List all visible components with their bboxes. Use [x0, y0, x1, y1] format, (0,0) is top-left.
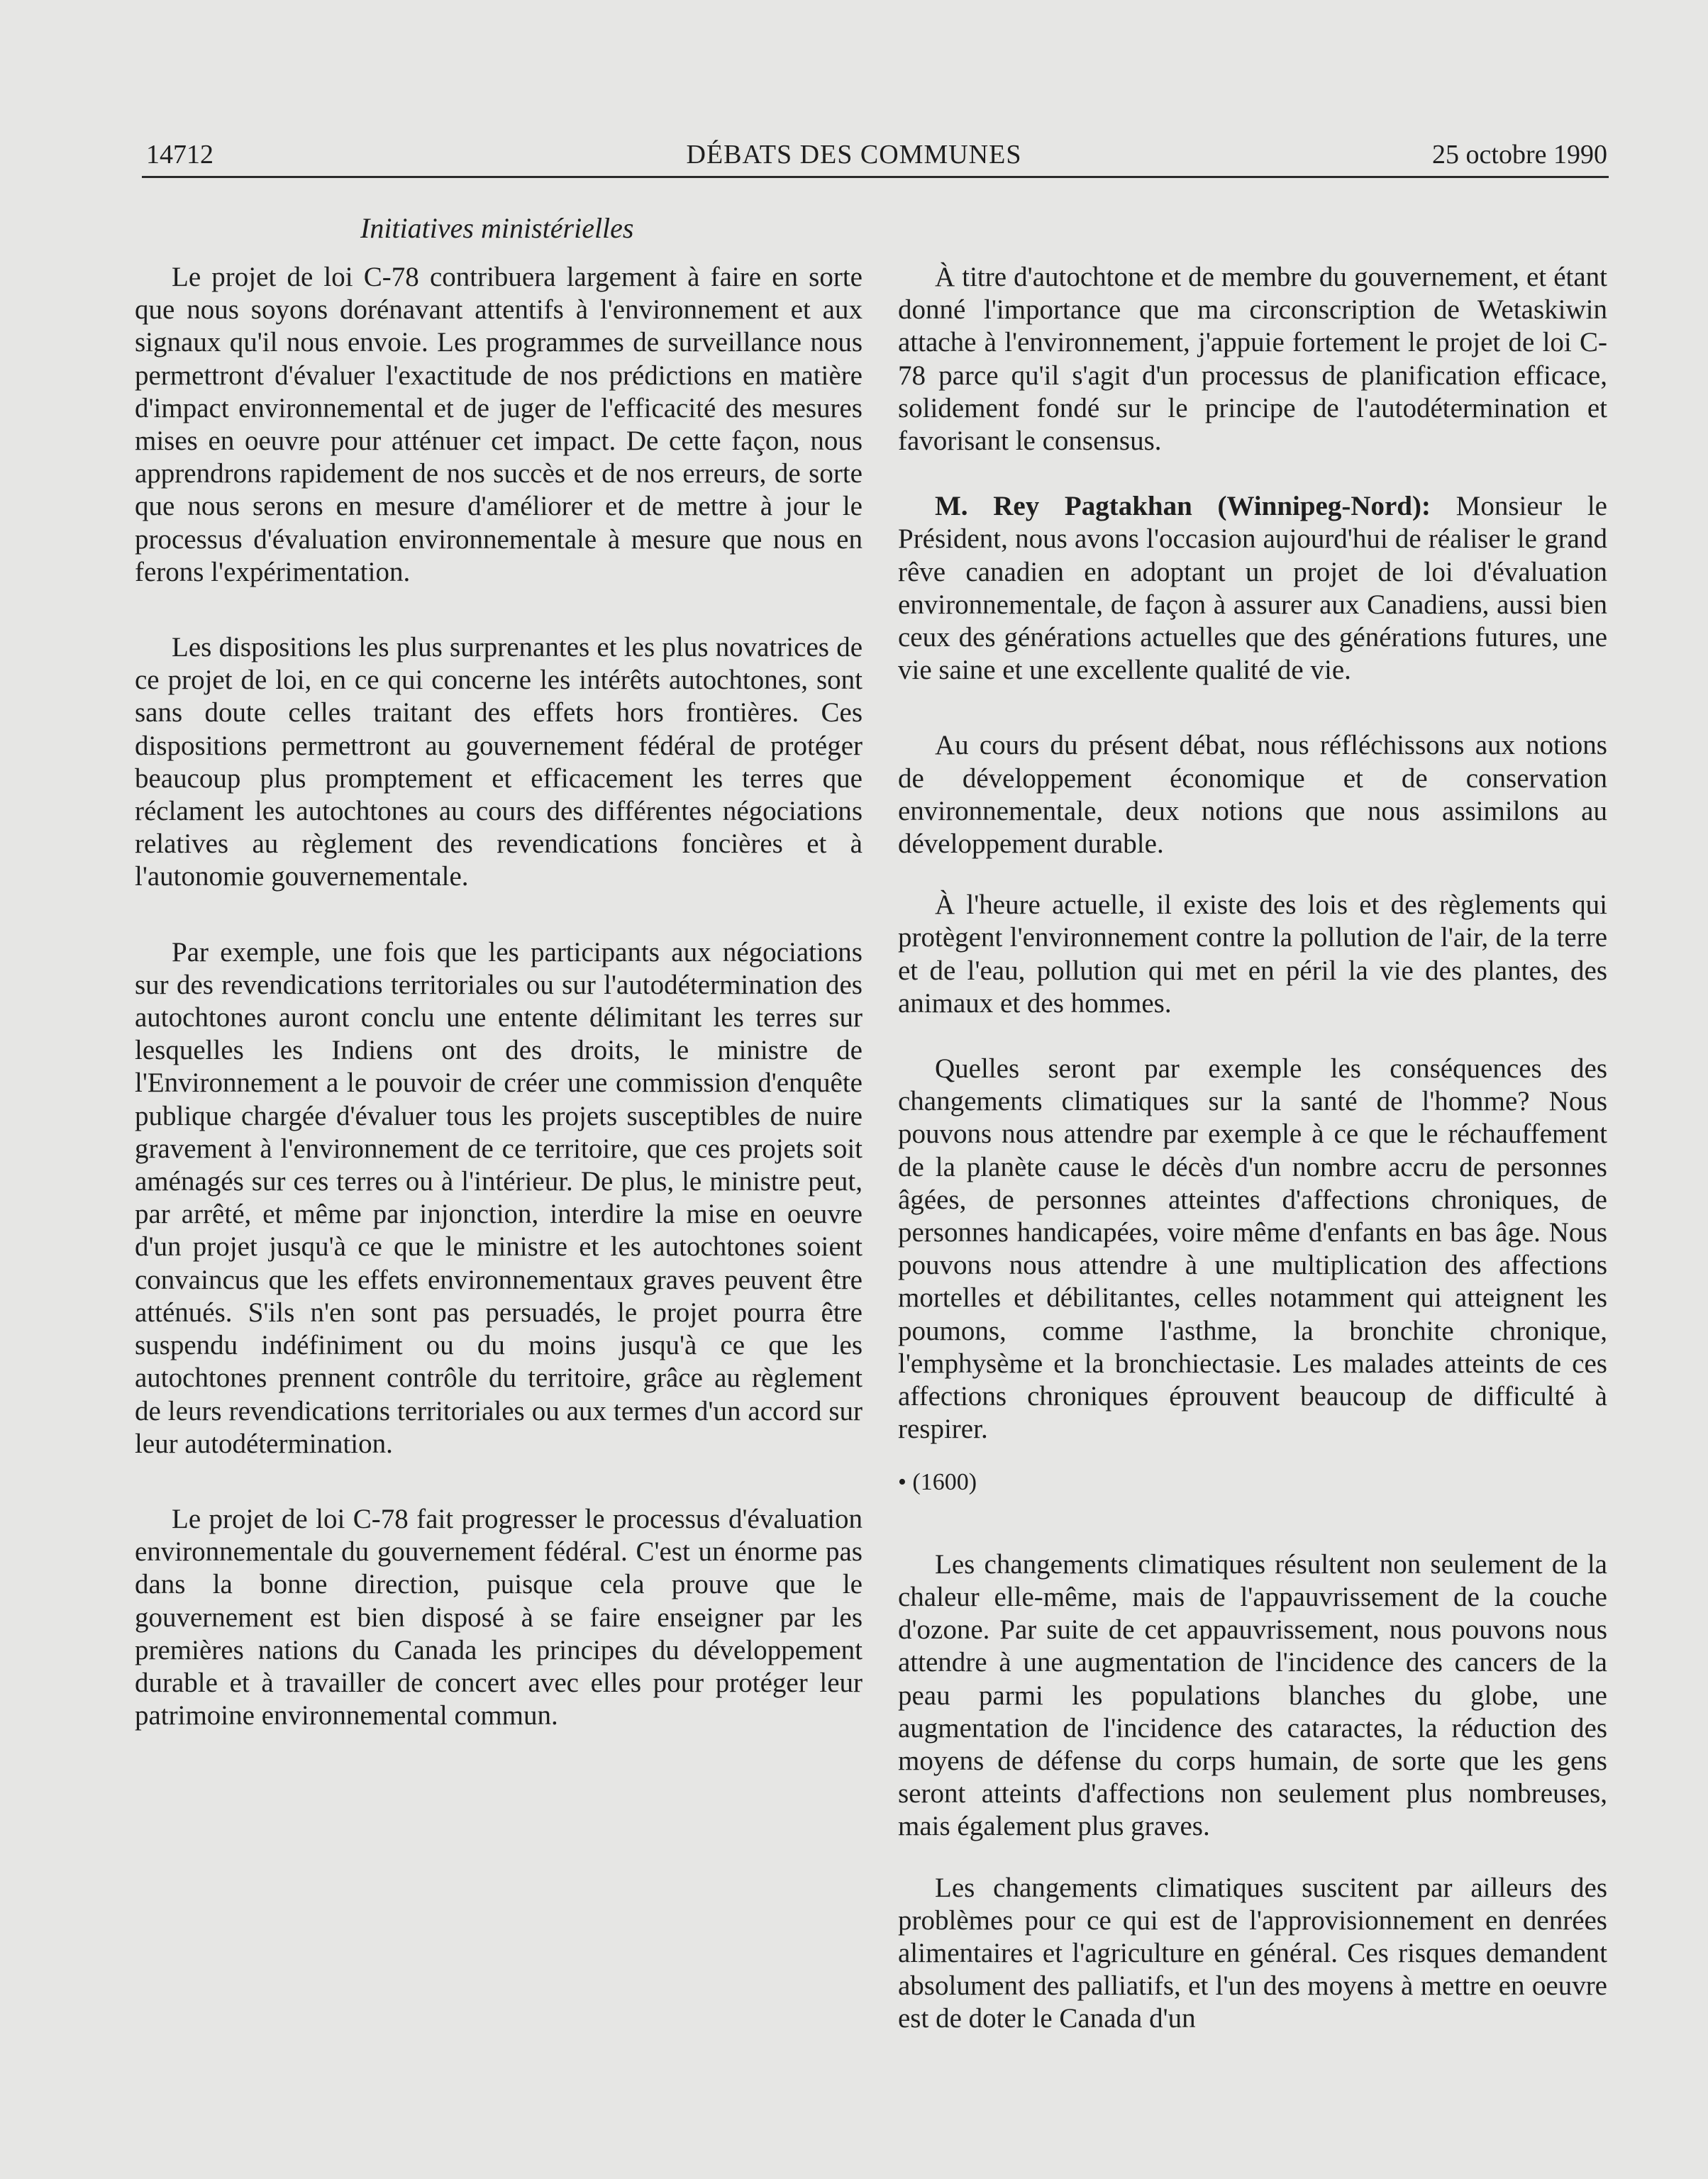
section-title: Initiatives ministérielles — [360, 212, 634, 244]
time-marker: • (1600) — [898, 1468, 977, 1495]
publication-date: 25 octobre 1990 — [1432, 140, 1607, 170]
paragraph: Au cours du présent débat, nous réfléchissons aux notions de développement économique et de conservation environnementale, deux notions que nous assimilons au développement durable. — [898, 730, 1607, 860]
page-number: 14712 — [146, 140, 214, 170]
left-column — [135, 261, 863, 1732]
publication-title: DÉBATS DES COMMUNES — [686, 140, 1022, 170]
paragraph: Le projet de loi C-78 contribuera largement à faire en sorte que nous soyons dorénavant attentifs à l'environnement et aux signaux qu'il nous envoie. Les programmes de surveillance nous permettront d'évaluer l'exactitude de nos prédictions en matière d'impact environnemental et de juger de l'efficacité des mesures mises en oeuvre pour atténuer cet impact. De cette façon, nous apprendrons rapidement de nos succès et de nos erreurs, de sorte que nous serons en mesure d'améliorer et de mettre à jour le processus d'évaluation environnementale à mesure que nous en ferons l'expérimentation. — [135, 262, 863, 587]
header-rule — [142, 176, 1609, 178]
paragraph: Les dispositions les plus surprenantes et les plus novatrices de ce projet de loi, en ce qui concerne les intérêts autochtones, sont sans doute celles traitant des effets hors frontières. Ces dispositions permettront au gouvernement fédéral de protéger beaucoup plus promptement et efficacement les terres que réclament les autochtones au cours des différentes négociations relatives au règlement des revendications foncières et à l'autonomie gouvernementale. — [135, 632, 863, 892]
paragraph: Les changements climatiques résultent non seulement de la chaleur elle-même, mais de l'appauvrissement de la couche d'ozone. Par suite de cet appauvrissement, nous pouvons nous attendre à une augmentation de l'incidence des cancers de la peau parmi les populations blanches du globe, une augmentation de l'incidence des cataractes, la réduction des moyens de défense du corps humain, de sorte que les gens seront atteints d'affections non seulement plus nombreuses, mais également plus graves. — [898, 1548, 1607, 1842]
paragraph: Le projet de loi C-78 fait progresser le processus d'évaluation environnementale du gouvernement fédéral. C'est un énorme pas dans la bonne direction, puisque cela prouve que le gouvernement est bien disposé à se faire enseigner par les premières nations du Canada les principes du développement durable et à travailler de concert avec elles pour protéger leur patrimoine environnemental commun. — [135, 1503, 863, 1731]
right-column — [898, 261, 1607, 2036]
speech-text: Monsieur le Président, nous avons l'occasion aujourd'hui de réaliser le grand rêve canadien en adoptant un projet de loi d'évaluation environnementale, de façon à assurer aux Canadiens, aussi bien ceux des générations actuelles que des générations futures, une vie saine et une excellente qualité de vie. — [898, 491, 1607, 686]
paragraph: Par exemple, une fois que les participants aux négociations sur des revendications territoriales ou sur l'autodétermination des autochtones auront conclu une entente délimitant les terres sur lesquelles les Indiens ont des droits, le ministre de l'Environnement a le pouvoir de créer une commission d'enquête publique chargée d'évaluer tous les projets susceptibles de nuire gravement à l'environnement de ce territoire, que ces projets soit aménagés sur ces terres ou à l'intérieur. De plus, le ministre peut, par arrêté, et même par injonction, interdire la mise en oeuvre d'un projet jusqu'à ce que le ministre et les autochtones soient convaincus que les effets environnementaux graves peuvent être atténués. S'ils n'en sont pas persuadés, le projet pourra être suspendu indéfiniment ou du moins jusqu'à ce que les autochtones prennent contrôle du territoire, grâce au règlement de leurs revendications territoriales ou aux termes d'un accord sur leur autodétermination. — [135, 936, 863, 1459]
paragraph: Quelles seront par exemple les conséquences des changements climatiques sur la santé de l'homme? Nous pouvons nous attendre par exemple à ce que le réchauffement de la planète cause le décès d'un nombre accru de personnes âgées, de personnes atteintes d'affections chroniques, de personnes handicapées, voire même d'enfants en bas âge. Nous pouvons nous attendre à une multiplication des affections mortelles et débilitantes, celles notamment qui atteignent les poumons, comme l'asthme, la bronchite chronique, l'emphysème et la bronchiectasie. Les malades atteints de ces affections chroniques éprouvent beaucoup de difficulté à respirer. — [898, 1053, 1607, 1445]
speech-paragraph — [898, 490, 1607, 687]
speaker-name: M. Rey Pagtakhan (Winnipeg-Nord): — [935, 491, 1431, 522]
paragraph: Les changements climatiques suscitent par ailleurs des problèmes pour ce qui est de l'approvisionnement en denrées alimentaires et l'agriculture en général. Ces risques demandent absolument des palliatifs, et l'un des moyens à mettre en oeuvre est de doter le Canada d'un — [898, 1872, 1607, 2034]
paragraph: À l'heure actuelle, il existe des lois et des règlements qui protègent l'environnement contre la pollution de l'air, de la terre et de l'eau, pollution qui met en péril la vie des plantes, des animaux et des hommes. — [898, 889, 1607, 1019]
paragraph: À titre d'autochtone et de membre du gouvernement, et étant donné l'importance que ma circonscription de Wetaskiwin attache à l'environnement, j'appuie fortement le projet de loi C-78 parce qu'il s'agit d'un processus de planification efficace, solidement fondé sur le principe de l'autodétermination et favorisant le consensus. — [898, 262, 1607, 457]
